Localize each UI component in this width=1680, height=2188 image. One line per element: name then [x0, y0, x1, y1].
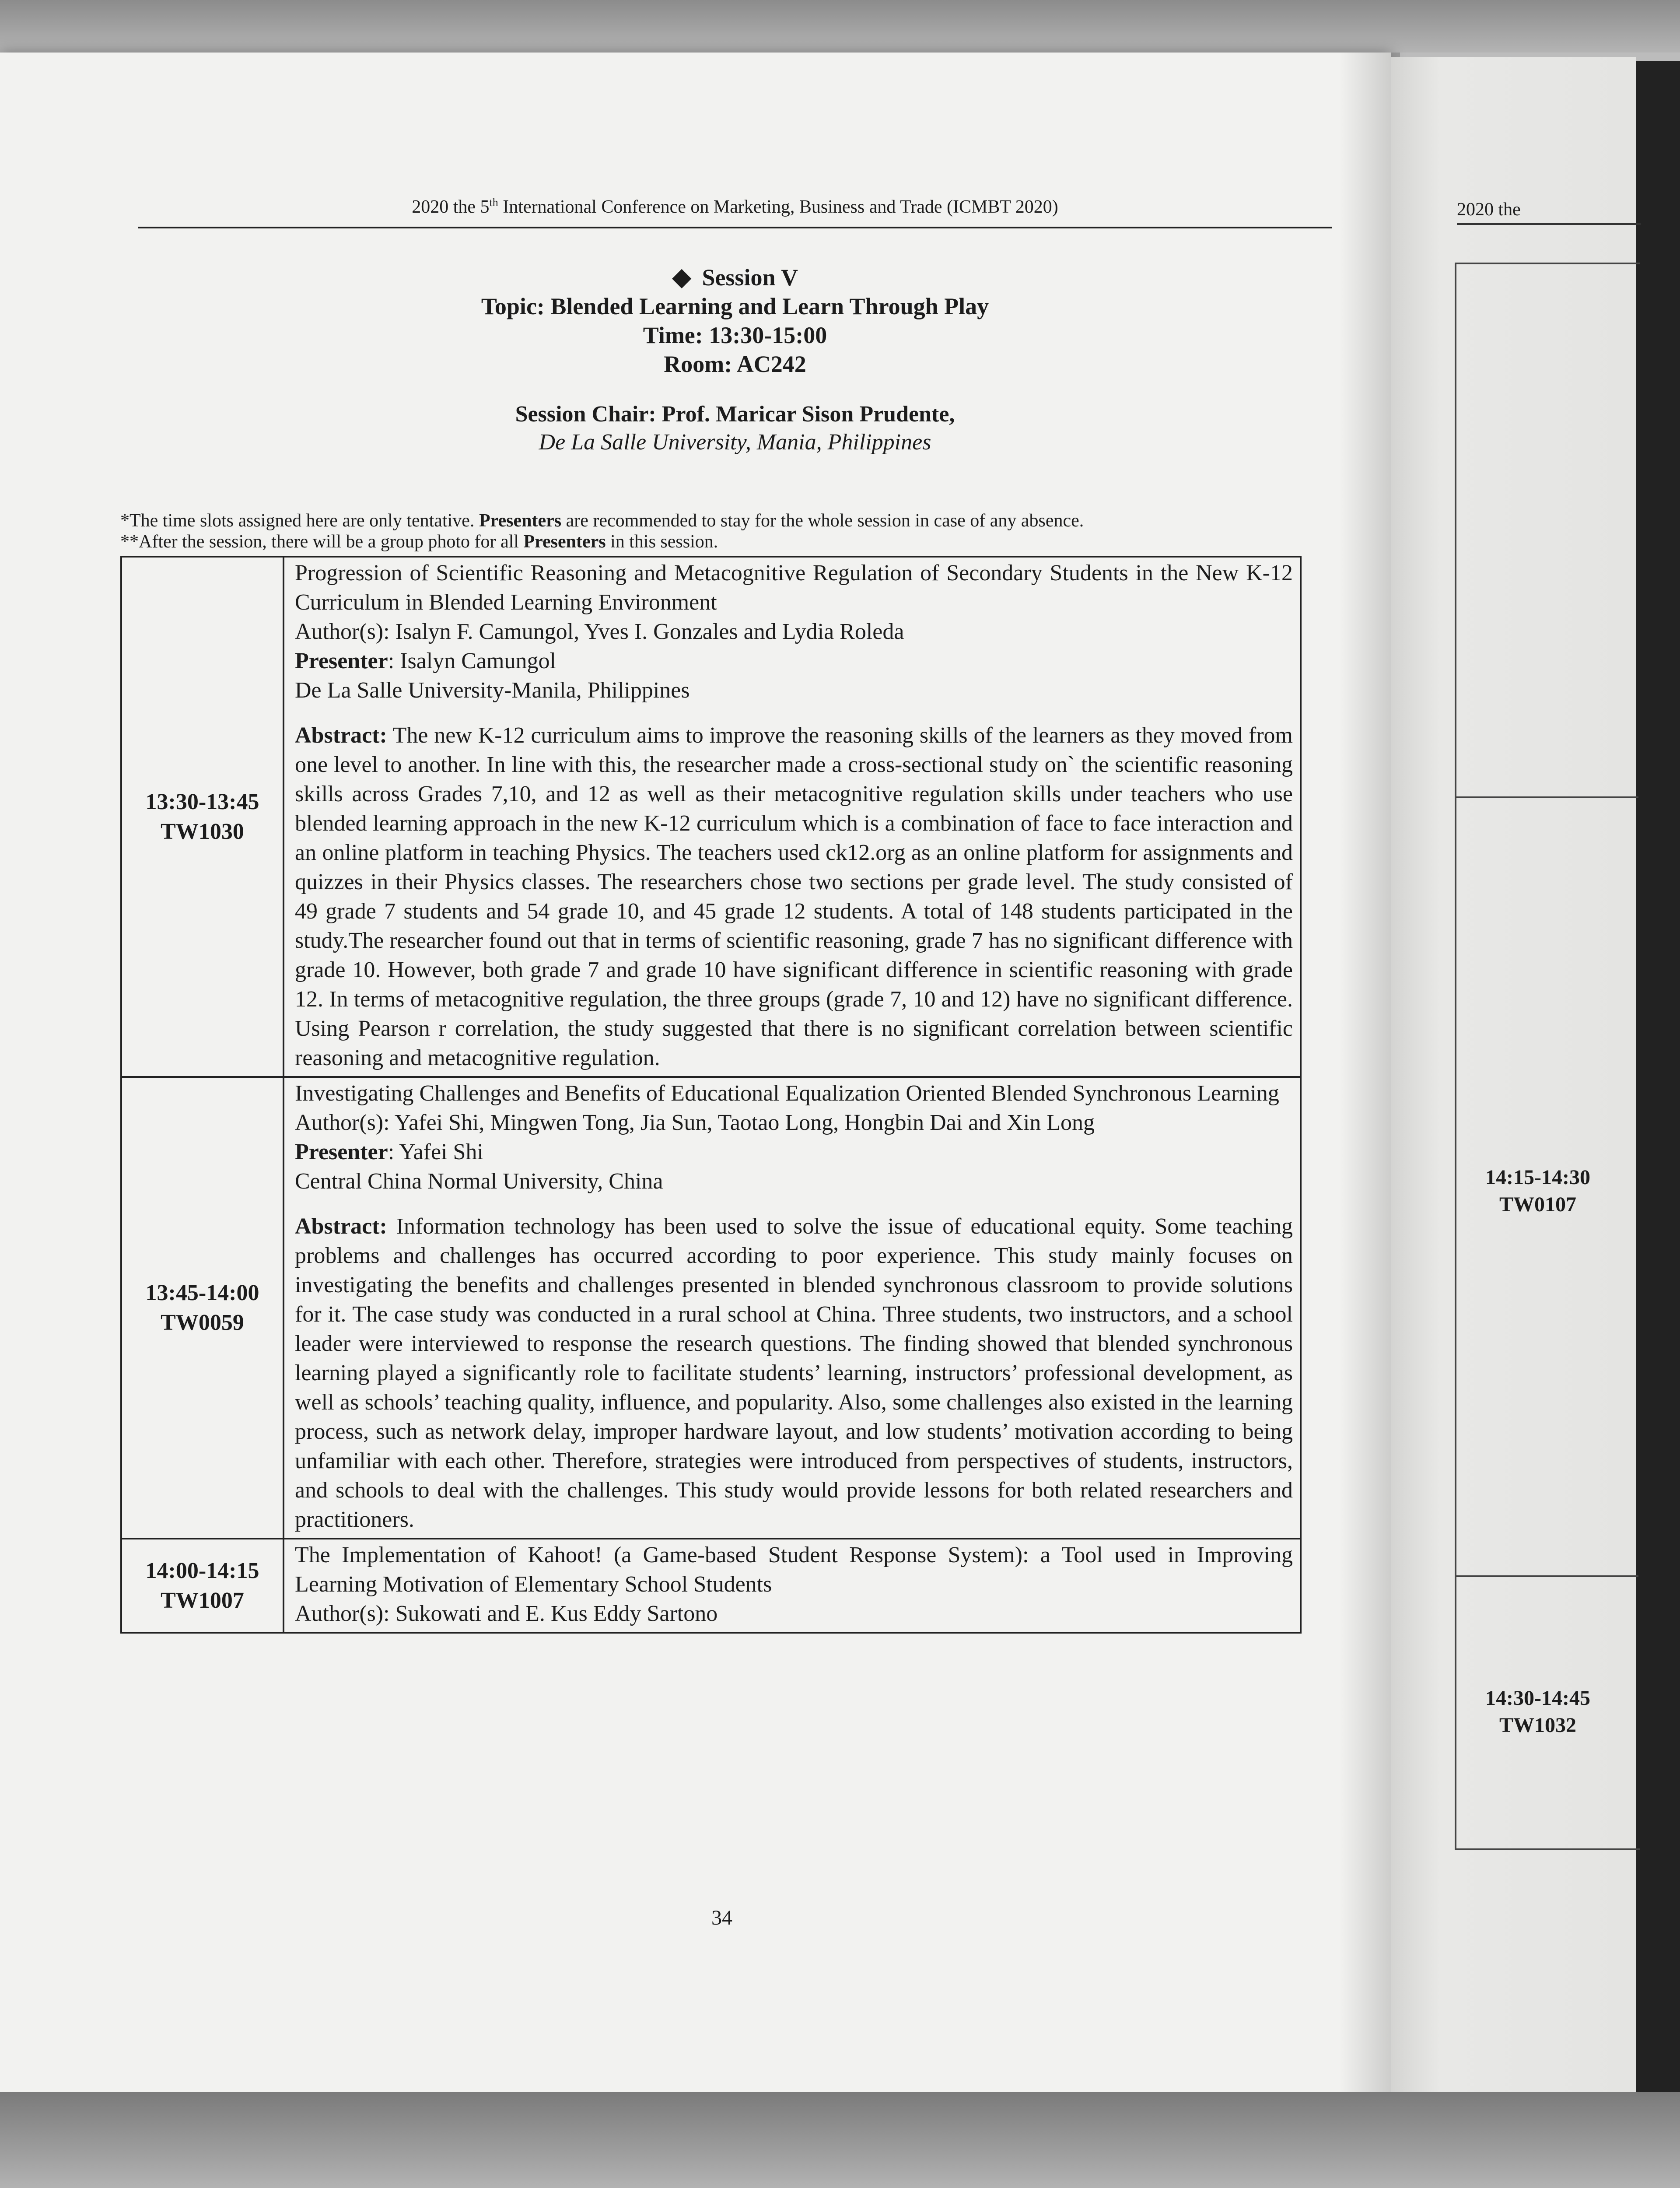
paper-id: TW0107: [1499, 1193, 1576, 1216]
adjacent-schedule-table: [1455, 263, 1640, 1850]
paper-id: TW0059: [161, 1310, 244, 1335]
adjacent-row-divider: [1455, 796, 1638, 798]
session-info: [138, 263, 1332, 456]
running-header: 2020 the 5th International Conference on Marketing, Business and Trade (ICMBT 2020): [138, 196, 1332, 228]
slot-time: 14:30-14:45: [1485, 1687, 1590, 1710]
chair-institution: De La Salle University, Mania, Philippines: [539, 430, 931, 455]
slot-time: 13:45-14:00: [145, 1280, 259, 1305]
paper-title: The Implementation of Kahoot! (a Game-based Student Response System): a Tool used in Improving Learning Motivation of Elementary School Students: [295, 1543, 1293, 1597]
session-time: Time: 13:30-15:00: [643, 322, 827, 348]
session-chair: Session Chair: Prof. Maricar Sison Prudente,: [515, 402, 955, 427]
time-slot: [121, 1539, 284, 1633]
paper-authors: Author(s): Isalyn F. Camungol, Yves I. Gonzales and Lydia Roleda: [295, 619, 904, 644]
schedule-table: [120, 556, 1302, 1634]
page-number: 34: [711, 1906, 732, 1929]
note-1: *The time slots assigned here are only tentative. Presenters are recommended to stay for the whole session in case of any absence.: [120, 511, 1084, 531]
slot-time: 14:15-14:30: [1485, 1166, 1590, 1189]
diamond-icon: ◆: [672, 263, 692, 291]
table-row: [121, 557, 1301, 1077]
paper-id: TW1032: [1499, 1714, 1576, 1737]
paper-id: TW1007: [161, 1588, 244, 1613]
slot-time: 14:00-14:15: [145, 1558, 259, 1583]
note-2: **After the session, there will be a group photo for all Presenters in this session.: [120, 532, 718, 552]
paper-authors: Author(s): Sukowati and E. Kus Eddy Sartono: [295, 1601, 718, 1626]
scan-background-bottom: [0, 2092, 1680, 2188]
adjacent-row-divider: [1455, 1575, 1638, 1577]
session-title: ◆ Session V: [672, 263, 798, 291]
paper-authors: Author(s): Yafei Shi, Mingwen Tong, Jia Sun, Taotao Long, Hongbin Dai and Xin Long: [295, 1110, 1095, 1135]
paper-presenter: Presenter: Yafei Shi: [295, 1140, 483, 1164]
slot-time: 13:30-13:45: [145, 789, 259, 814]
paper-affiliation: De La Salle University-Manila, Philippines: [295, 678, 690, 703]
adjacent-header-rule: [1457, 223, 1641, 225]
session-room: Room: AC242: [664, 351, 806, 377]
paper-abstract: Abstract: Information technology has been used to solve the issue of educational equity. Some teaching problems and challenges has occurred according to poor experience. This study mainly focuses on investigating the benefits and challenges presented in blended synchronous classroom to provide solutions for it. The case study was conducted in a rural school at China. Three students, two instructors, and a school leader were interviewed to response the research questions. The finding showed that blended synchronous learning played a significantly role to facilitate students’ learning, instructors’ professional development, as well as schools’ teaching quality, influence, and popularity. Also, some challenges also existed in the learning process, such as network delay, improper hardware layout, and low students’ motivation according to being unfamiliar with each other. Therefore, strategies were introduced from perspectives of students, instructors, and schools to deal with the challenges. This study would provide lessons for both related researchers and practitioners.: [295, 1214, 1293, 1532]
scan-edge: [1636, 61, 1680, 2092]
page-gutter-shadow: [1339, 53, 1400, 2092]
paper-details: [284, 1539, 1301, 1633]
adjacent-page-header: 2020 the: [1457, 200, 1521, 220]
session-notes: [120, 510, 1345, 552]
paper-affiliation: Central China Normal University, China: [295, 1169, 663, 1194]
paper-details: [284, 1077, 1301, 1539]
paper-title: Investigating Challenges and Benefits of Educational Equalization Oriented Blended Synchronous Learning: [295, 1081, 1279, 1106]
scan-background-top: [0, 0, 1680, 53]
paper-title: Progression of Scientific Reasoning and Metacognitive Regulation of Secondary Students in the New K-12 Curriculum in Blended Learning Environment: [295, 561, 1293, 615]
paper-details: [284, 557, 1301, 1077]
table-row: [121, 1539, 1301, 1633]
adjacent-time-slot: [1455, 1164, 1621, 1218]
session-topic: Topic: Blended Learning and Learn Through Play: [481, 293, 989, 319]
adjacent-time-slot: [1455, 1685, 1621, 1739]
paper-id: TW1030: [161, 819, 244, 844]
paper-presenter: Presenter: Isalyn Camungol: [295, 649, 556, 673]
time-slot: [121, 1077, 284, 1539]
time-slot: [121, 557, 284, 1077]
paper-abstract: Abstract: The new K-12 curriculum aims to improve the reasoning skills of the learners as they moved from one level to another. In line with this, the researcher made a cross-sectional study on` the scientific reasoning skills across Grades 7,10, and 12 as well as their metacognitive regulation skills under teachers who use blended learning approach in the new K-12 curriculum which is a combination of face to face interaction and an online platform in teaching Physics. The teachers used ck12.org as an online platform for assignments and quizzes in their Physics classes. The researchers chose two sections per grade level. The study consisted of 49 grade 7 students and 54 grade 10, and 45 grade 12 students. A total of 148 students participated in the study.The researcher found out that in terms of scientific reasoning, grade 7 has no significant difference with grade 10. However, both grade 7 and grade 10 have significant difference in scientific reasoning with grade 12. In terms of metacognitive regulation, the three groups (grade 7, 10 and 12) have no significant difference. Using Pearson r correlation, the study suggested that there is no significant correlation between scientific reasoning and metacognitive regulation.: [295, 723, 1293, 1070]
table-row: [121, 1077, 1301, 1539]
